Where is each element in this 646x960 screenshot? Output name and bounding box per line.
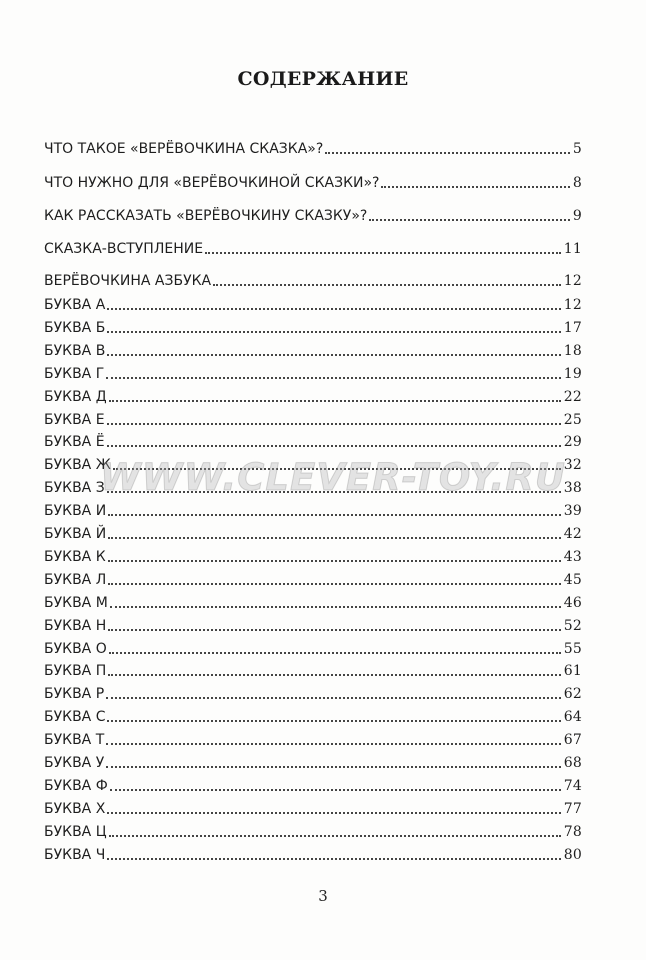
toc-entry-label: СКАЗКА-ВСТУПЛЕНИЕ — [44, 241, 204, 257]
toc-entry-page: 32 — [563, 457, 582, 473]
toc-entry-label: КАК РАССКАЗАТЬ «ВЕРЁВОЧКИНУ СКАЗКУ»? — [44, 208, 368, 224]
toc-entry-page: 77 — [563, 801, 582, 817]
dot-leader — [108, 514, 561, 516]
toc-entry — [44, 569, 582, 589]
dot-leader — [107, 354, 560, 356]
dot-leader — [106, 697, 561, 699]
toc-entry — [44, 638, 582, 658]
dot-leader — [108, 560, 561, 562]
dot-leader — [106, 766, 561, 768]
toc-entry-page: 29 — [563, 434, 582, 450]
toc-entry-label: БУКВА С — [44, 709, 106, 725]
dot-leader — [110, 789, 561, 791]
toc-entry — [44, 775, 582, 795]
dot-leader — [107, 331, 560, 333]
toc-entry-label: БУКВА А — [44, 297, 106, 313]
toc-entry-label: БУКВА О — [44, 641, 107, 657]
toc-entry-label: БУКВА К — [44, 549, 106, 565]
toc-entry-label: БУКВА Х — [44, 801, 106, 817]
dot-leader — [108, 674, 561, 676]
dot-leader — [113, 468, 561, 470]
toc-entry — [44, 138, 582, 158]
dot-leader — [107, 445, 561, 447]
toc-entry-label: БУКВА И — [44, 503, 107, 519]
toc-entry — [44, 729, 582, 749]
toc-entry-page: 12 — [563, 297, 582, 313]
toc-entry-label: БУКВА У — [44, 755, 105, 771]
toc-entry-label: ВЕРЁВОЧКИНА АЗБУКА — [44, 273, 212, 289]
toc-entry-page: 5 — [572, 141, 582, 157]
toc-entry-label: БУКВА Ц — [44, 824, 107, 840]
page-title: СОДЕРЖАНИЕ — [237, 68, 409, 90]
toc-entry-page: 52 — [563, 618, 582, 634]
toc-entry-page: 61 — [563, 663, 582, 679]
toc-entry-label: БУКВА Й — [44, 526, 107, 542]
toc-entry — [44, 821, 582, 841]
dot-leader — [109, 400, 561, 402]
toc-entry — [44, 660, 582, 680]
toc-entry-page: 64 — [563, 709, 582, 725]
toc-entry-page: 43 — [563, 549, 582, 565]
toc-entry — [44, 523, 582, 543]
toc-entry-page: 9 — [572, 208, 582, 224]
toc-entry-page: 19 — [563, 366, 582, 382]
dot-leader — [106, 743, 561, 745]
toc-entry-page: 12 — [563, 273, 582, 289]
toc-entry — [44, 477, 582, 497]
toc-entry-page: 68 — [563, 755, 582, 771]
table-of-contents — [44, 0, 582, 960]
dot-leader — [107, 491, 561, 493]
dot-leader — [108, 583, 561, 585]
page-number: 3 — [318, 887, 328, 905]
toc-entry — [44, 615, 582, 635]
toc-entry-page: 67 — [563, 732, 582, 748]
toc-entry-label: БУКВА З — [44, 480, 105, 496]
toc-entry-label: БУКВА Д — [44, 389, 107, 405]
toc-entry-label: БУКВА Ч — [44, 847, 106, 863]
toc-entry — [44, 500, 582, 520]
toc-entry-page: 45 — [563, 572, 582, 588]
toc-entry-page: 11 — [563, 241, 582, 257]
toc-entry — [44, 592, 582, 612]
dot-leader — [110, 606, 561, 608]
toc-entry — [44, 409, 582, 429]
toc-entry-label: БУКВА П — [44, 663, 107, 679]
toc-entry-page: 46 — [563, 595, 582, 611]
toc-entry-label: БУКВА Ё — [44, 434, 105, 450]
watermark: WWW.CLEVER-TOY.RU — [100, 456, 566, 499]
toc-entry-page: 25 — [563, 412, 582, 428]
toc-entry-page: 39 — [563, 503, 582, 519]
toc-entry-label: БУКВА Е — [44, 412, 105, 428]
dot-leader — [109, 835, 561, 837]
dot-leader — [381, 186, 569, 188]
toc-entry-label: БУКВА Ж — [44, 457, 111, 473]
toc-entry-page: 74 — [563, 778, 582, 794]
dot-leader — [106, 377, 561, 379]
toc-entry — [44, 546, 582, 566]
toc-entry-label: БУКВА Ф — [44, 778, 108, 794]
toc-entry-page: 17 — [563, 320, 582, 336]
toc-entry — [44, 454, 582, 474]
toc-entry-page: 42 — [563, 526, 582, 542]
toc-entry — [44, 363, 582, 383]
toc-entry-page: 62 — [563, 686, 582, 702]
toc-entry-label: БУКВА М — [44, 595, 108, 611]
dot-leader — [108, 537, 561, 539]
dot-leader — [108, 629, 561, 631]
toc-entry — [44, 431, 582, 451]
toc-entry-label: БУКВА В — [44, 343, 106, 359]
dot-leader — [107, 858, 560, 860]
toc-entry-label: ЧТО ТАКОЕ «ВЕРЁВОЧКИНА СКАЗКА»? — [44, 141, 324, 157]
toc-entry-label: БУКВА Л — [44, 572, 107, 588]
dot-leader — [205, 252, 561, 254]
toc-entry-page: 22 — [563, 389, 582, 405]
dot-leader — [109, 652, 561, 654]
toc-entry — [44, 844, 582, 864]
toc-entry — [44, 752, 582, 772]
toc-entry — [44, 386, 582, 406]
toc-entry-label: БУКВА Б — [44, 320, 106, 336]
toc-entry-label: БУКВА Р — [44, 686, 105, 702]
toc-entry — [44, 294, 582, 314]
toc-entry — [44, 205, 582, 225]
toc-entry-page: 38 — [563, 480, 582, 496]
toc-entry-page: 18 — [563, 343, 582, 359]
toc-entry-page: 80 — [563, 847, 582, 863]
toc-entry-page: 55 — [563, 641, 582, 657]
toc-entry — [44, 340, 582, 360]
toc-entry-label: БУКВА Г — [44, 366, 105, 382]
toc-entry-label: БУКВА Т — [44, 732, 105, 748]
dot-leader — [107, 423, 561, 425]
dot-leader — [325, 152, 570, 154]
dot-leader — [213, 284, 561, 286]
dot-leader — [107, 720, 560, 722]
toc-entry — [44, 683, 582, 703]
toc-entry — [44, 172, 582, 192]
dot-leader — [107, 812, 560, 814]
toc-entry-page: 78 — [563, 824, 582, 840]
toc-entry — [44, 238, 582, 258]
toc-entry — [44, 798, 582, 818]
dot-leader — [107, 308, 560, 310]
toc-entry — [44, 317, 582, 337]
toc-entry — [44, 270, 582, 290]
toc-entry — [44, 706, 582, 726]
toc-entry-label: БУКВА Н — [44, 618, 107, 634]
toc-entry-page: 8 — [572, 175, 582, 191]
toc-entry-label: ЧТО НУЖНО ДЛЯ «ВЕРЁВОЧКИНОЙ СКАЗКИ»? — [44, 175, 380, 191]
dot-leader — [369, 219, 570, 221]
